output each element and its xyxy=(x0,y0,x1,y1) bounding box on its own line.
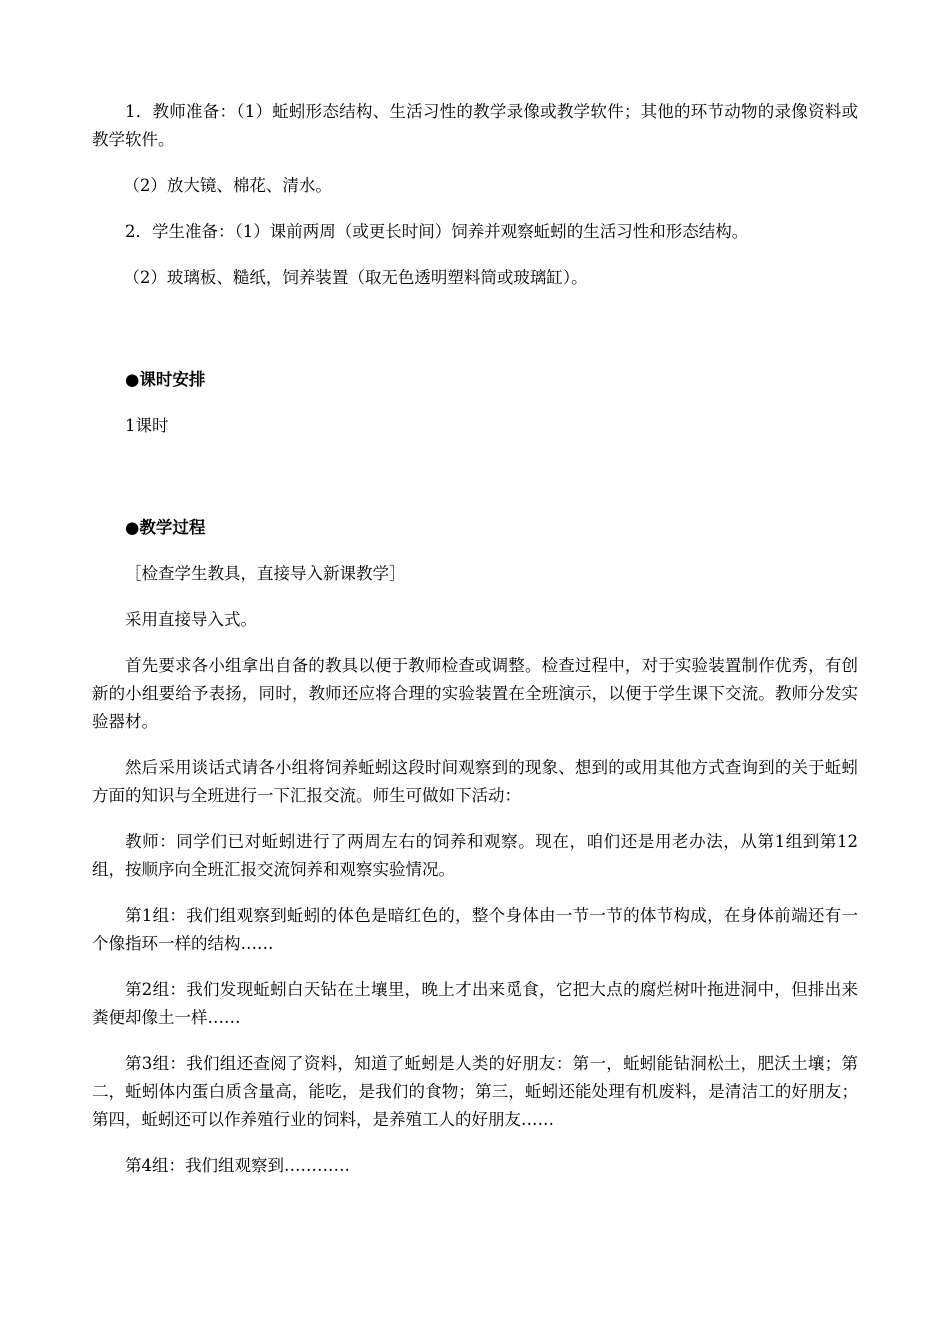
student-prep-item-2: （2）玻璃板、糙纸，饲养装置（取无色透明塑料筒或玻璃缸）。 xyxy=(123,268,588,287)
schedule-value: 1课时 xyxy=(125,416,169,435)
group-2-report: 第2组：我们发现蚯蚓白天钻在土壤里，晚上才出来觅食，它把大点的腐烂树叶拖进洞中，但排出来粪便却像土一样…… xyxy=(92,980,858,1027)
process-paragraph-1: 首先要求各小组拿出自备的教具以便于教师检查或调整。检查过程中，对于实验装置制作优秀，有创新的小组要给予表扬，同时，教师还应将合理的实验装置在全班演示，以便于学生课下交流。教师分发实验器材。 xyxy=(92,656,858,731)
group-1-report: 第1组：我们组观察到蚯蚓的体色是暗红色的，整个身体由一节一节的体节构成，在身体前端还有一个像指环一样的结构…… xyxy=(92,906,858,953)
teacher-prep-item-1: 1．教师准备：（1）蚯蚓形态结构、生活习性的教学录像或教学软件；其他的环节动物的录像资料或教学软件。 xyxy=(92,102,858,149)
document-page xyxy=(92,98,858,1180)
student-prep-item-1: 2．学生准备：（1）课前两周（或更长时间）饲养并观察蚯蚓的生活习性和形态结构。 xyxy=(125,222,749,241)
process-paragraph-2: 然后采用谈话式请各小组将饲养蚯蚓这段时间观察到的现象、想到的或用其他方式查询到的关于蚯蚓方面的知识与全班进行一下汇报交流。师生可做如下活动： xyxy=(92,758,858,805)
process-method: 采用直接导入式。 xyxy=(125,610,257,629)
teacher-prep-item-2: （2）放大镜、棉花、清水。 xyxy=(123,176,332,195)
schedule-heading: ●课时安排 xyxy=(125,370,206,389)
process-step-title: ［检查学生教具，直接导入新课教学］ xyxy=(125,564,406,583)
process-heading: ●教学过程 xyxy=(125,518,206,537)
teacher-dialogue: 教师：同学们已对蚯蚓进行了两周左右的饲养和观察。现在，咱们还是用老办法，从第1组到第12组，按顺序向全班汇报交流饲养和观察实验情况。 xyxy=(92,832,858,879)
group-3-report: 第3组：我们组还查阅了资料，知道了蚯蚓是人类的好朋友：第一，蚯蚓能钻洞松土，肥沃土壤；第二，蚯蚓体内蛋白质含量高，能吃，是我们的食物；第三，蚯蚓还能处理有机废料，是清洁工的好朋友；第四，蚯蚓还可以作养殖行业的饲料，是养殖工人的好朋友…… xyxy=(92,1054,858,1129)
group-4-report: 第4组：我们组观察到………… xyxy=(125,1156,350,1175)
